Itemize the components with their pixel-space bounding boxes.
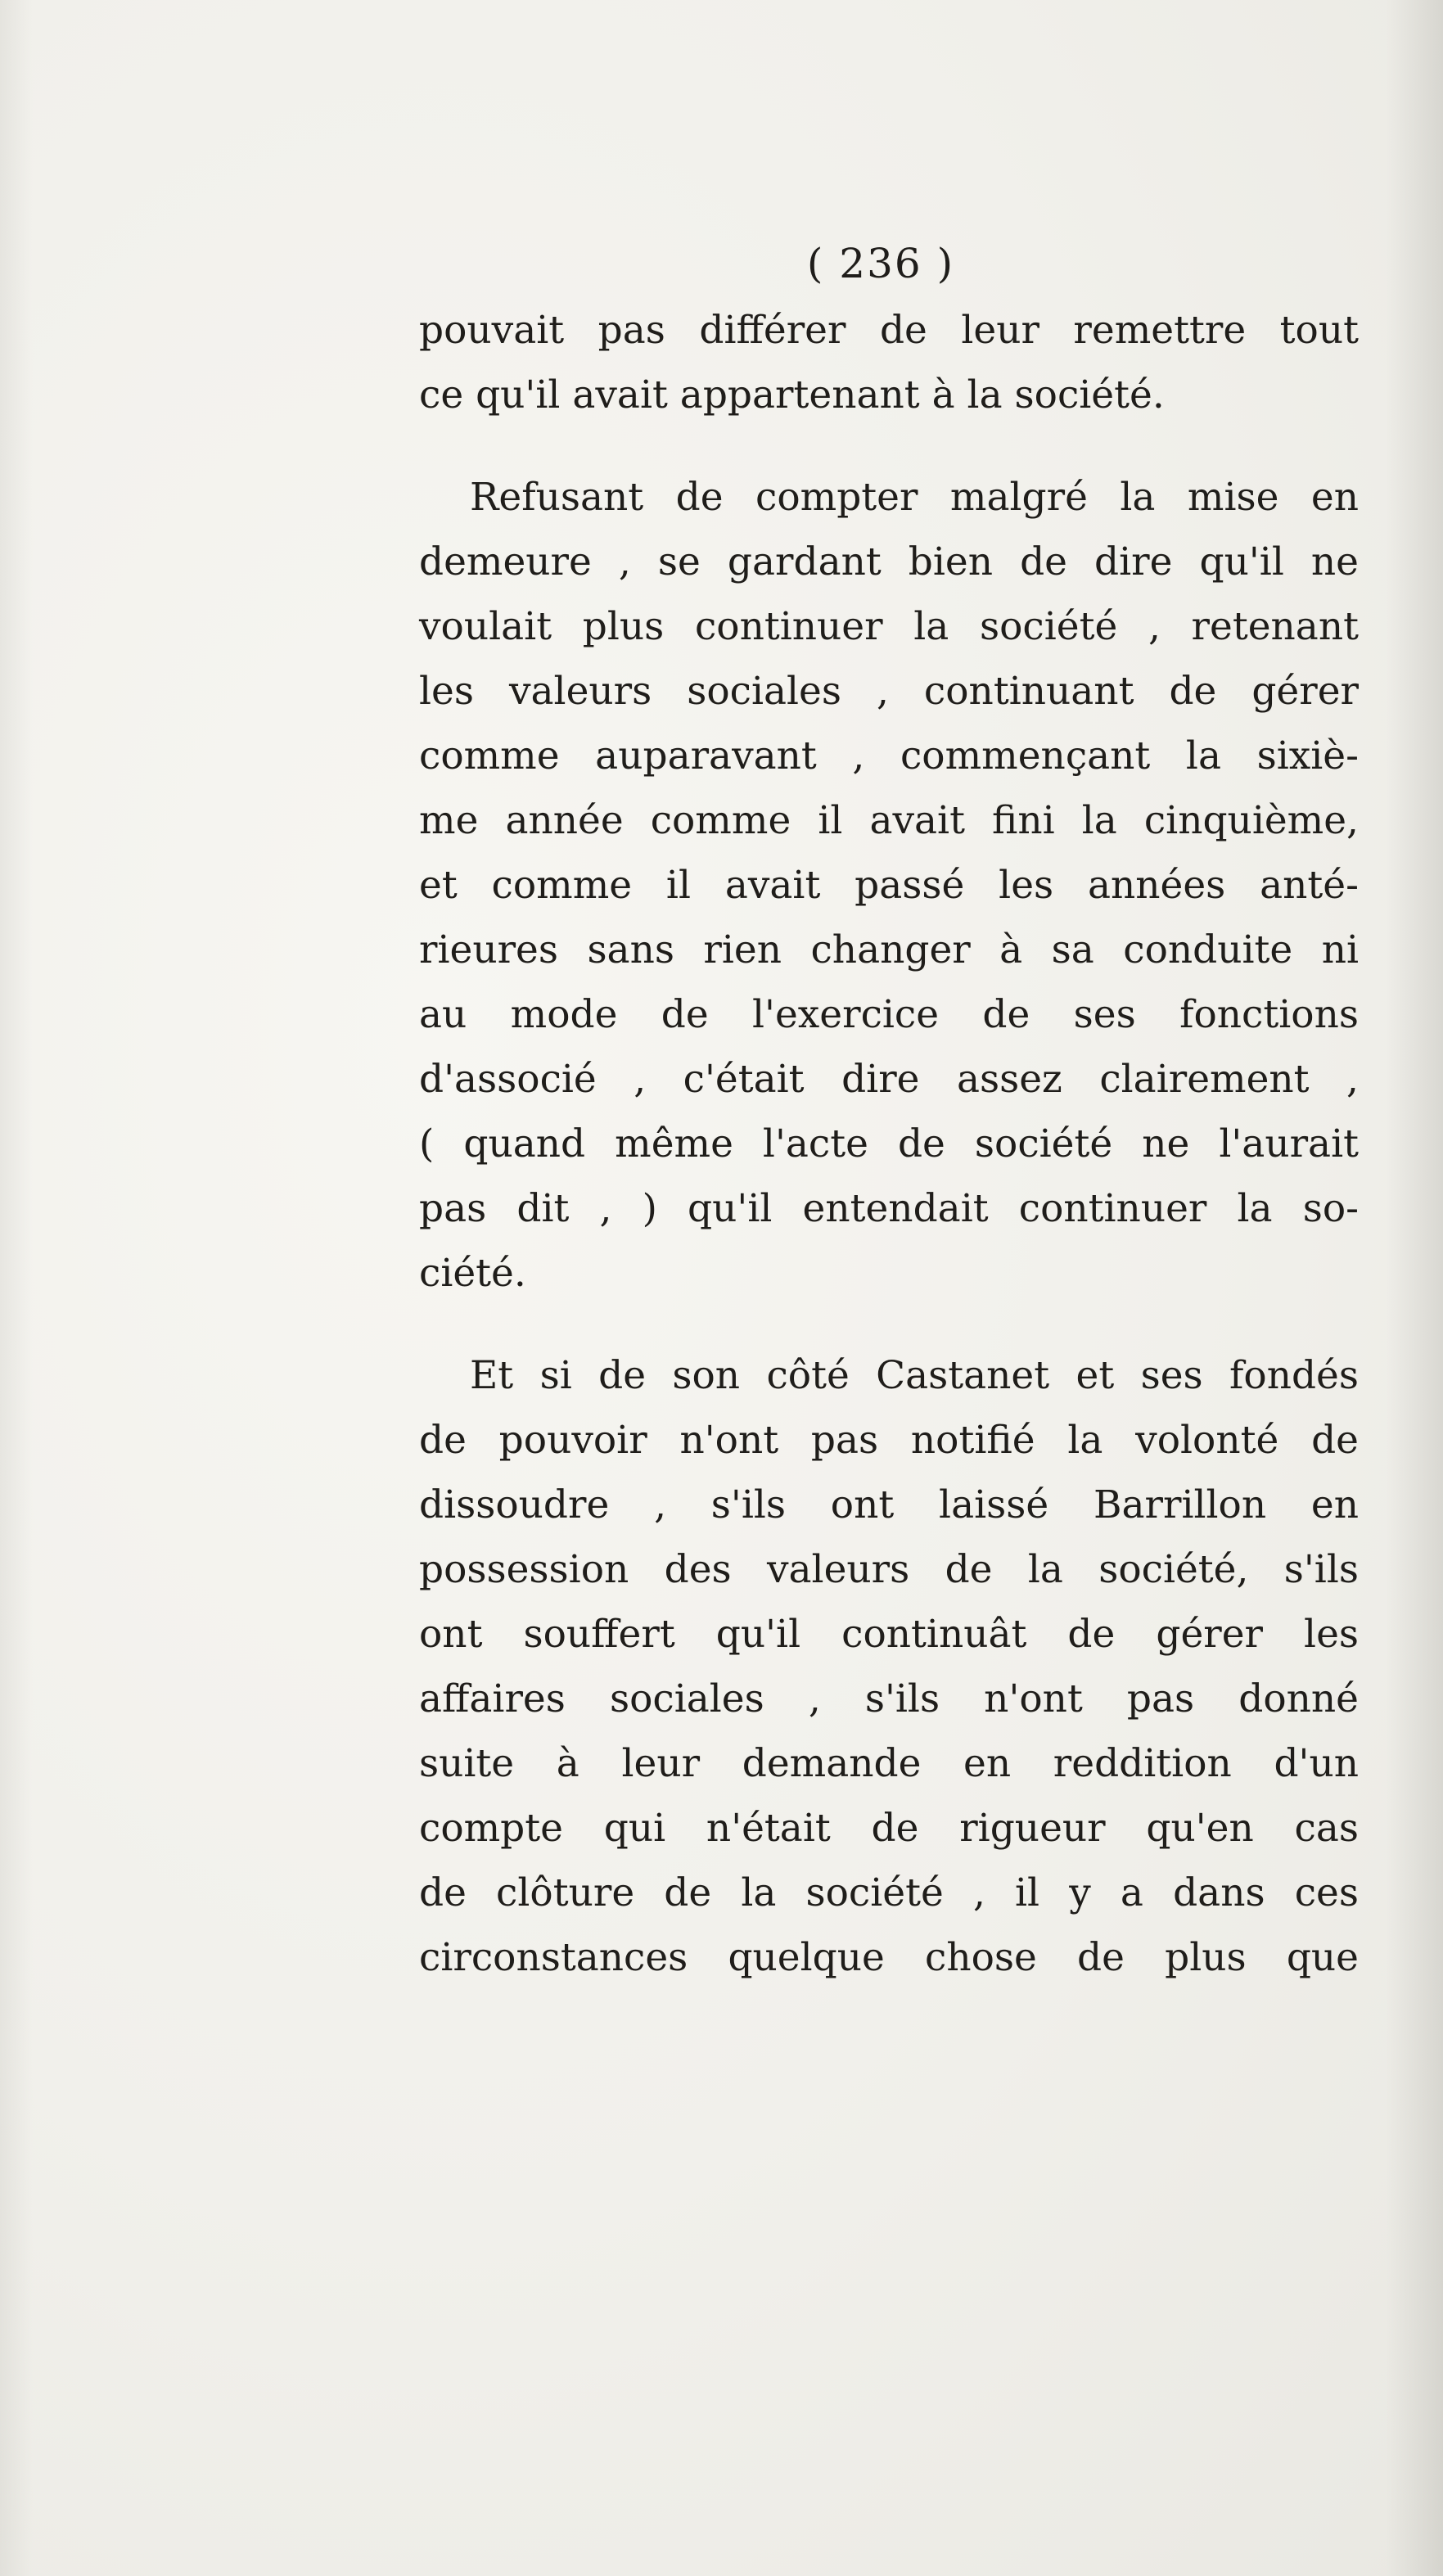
text-line: possession des valeurs de la société, s'ils [419, 1547, 1359, 1592]
text-line: de pouvoir n'ont pas notifié la volonté de [419, 1418, 1359, 1463]
text-line: pas dit , ) qu'il entendait continuer la so- [419, 1186, 1359, 1231]
text-line: d'associé , c'était dire assez clairement , [419, 1057, 1359, 1102]
text-line: les valeurs sociales , continuant de gérer [419, 669, 1359, 714]
text-line: Et si de son côté Castanet et ses fondés [470, 1353, 1359, 1398]
text-line: affaires sociales , s'ils n'ont pas donné [419, 1676, 1359, 1721]
text-line: circonstances quelque chose de plus que [419, 1935, 1359, 1980]
text-line: de clôture de la société , il y a dans ces [419, 1870, 1359, 1915]
text-line: et comme il avait passé les années anté- [419, 863, 1359, 908]
page-edge-left [0, 0, 33, 2576]
text-line: ciété. [419, 1251, 526, 1296]
page-text-block [419, 229, 1359, 1990]
text-line: suite à leur demande en reddition d'un [419, 1741, 1359, 1786]
text-line: me année comme il avait fini la cinquième, [419, 798, 1359, 843]
text-line: demeure , se gardant bien de dire qu'il ne [419, 539, 1359, 584]
text-line: pouvait pas différer de leur remettre tout [419, 308, 1359, 353]
text-line: Refusant de compter malgré la mise en [470, 475, 1359, 520]
text-line: ( quand même l'acte de société ne l'aurait [419, 1121, 1359, 1166]
text-line: dissoudre , s'ils ont laissé Barrillon en [419, 1482, 1359, 1527]
page-number: ( 236 ) [806, 240, 955, 287]
paragraph-1 [419, 298, 1359, 427]
text-line: comme auparavant , commençant la sixiè- [419, 733, 1359, 778]
text-line: ont souffert qu'il continuât de gérer les [419, 1612, 1359, 1657]
paragraph-3 [419, 1343, 1359, 1990]
text-line: ce qu'il avait appartenant à la société. [419, 372, 1165, 417]
page-edge-right [1386, 0, 1443, 2576]
text-line: compte qui n'était de rigueur qu'en cas [419, 1806, 1359, 1851]
paragraph-2 [419, 465, 1359, 1306]
text-line: voulait plus continuer la société , retenant [419, 604, 1359, 649]
text-line: rieures sans rien changer à sa conduite ni [419, 927, 1359, 972]
text-line: au mode de l'exercice de ses fonctions [419, 992, 1359, 1037]
